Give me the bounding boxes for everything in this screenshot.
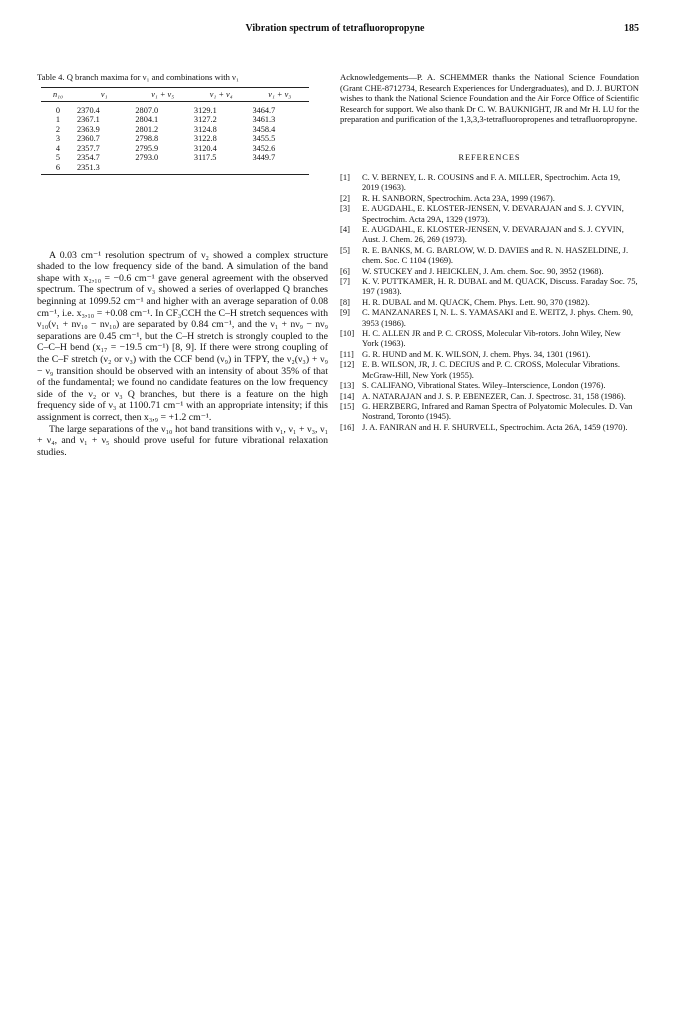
reference-item: [5] R. E. BANKS, M. G. BARLOW, W. D. DAVIES and R. N. HASZELDINE, J. chem. Soc. C 1104 (1969). — [340, 244, 629, 266]
page-number: 185 — [624, 23, 639, 34]
table-row — [41, 144, 309, 154]
table-header-cell: ν₁ + ν₃ — [250, 88, 309, 102]
reference-item: [1] C. V. BERNEY, L. R. COUSINS and F. A. MILLER, Spectrochim. Acta 19, 2019 (1963). — [340, 171, 621, 193]
table-cell: 3117.5 — [193, 153, 217, 163]
table-row — [41, 134, 309, 144]
reference-item: [13] S. CALIFANO, Vibrational States. Wiley–Interscience, London (1976). — [340, 380, 606, 391]
table-cell: 3449.7 — [252, 153, 276, 163]
left-column — [37, 72, 328, 458]
table-cell: 2360.7 — [77, 134, 100, 144]
body-text — [37, 250, 328, 459]
table-cell: 3120.4 — [193, 143, 217, 153]
reference-item: [12] E. B. WILSON, JR, J. C. DECIUS and P. C. CROSS, Molecular Vibrations. McGraw-Hill, New York (1955). — [340, 359, 620, 380]
table-header-cell: ν₁ + ν₄ — [192, 88, 251, 102]
table-cell — [133, 163, 192, 174]
reference-item: [8] H. R. DUBAL and M. QUACK, Chem. Phys. Lett. 90, 370 (1982). — [340, 296, 590, 307]
reference-item: [2] R. H. SANBORN, Spectrochim. Acta 23A, 1999 (1967). — [340, 192, 555, 203]
table-cell: 0 — [55, 105, 61, 115]
table-cell: 3464.7 — [252, 105, 276, 115]
reference-item: [4] E. AUGDAHL, E. KLOSTER-JENSEN, V. DEVARAJAN and S. J. CYVIN, Aust. J. Chem. 26, 269 (1973). — [340, 224, 624, 245]
table-cell: 2807.0 — [135, 105, 159, 115]
table-cell: 2804.1 — [135, 115, 159, 125]
reference-item: [9] C. MANZANARES I, N. L. S. YAMASAKI and E. WEITZ, J. phys. Chem. 90, 3953 (1986). — [340, 307, 634, 328]
table-row — [41, 115, 309, 125]
table-cell: 2351.3 — [75, 163, 133, 174]
table-cell: 3 — [55, 134, 61, 144]
table-row — [41, 106, 309, 116]
right-column — [340, 72, 639, 432]
table-cell: 4 — [55, 143, 61, 153]
table-cell — [250, 163, 309, 174]
reference-item: [16] J. A. FANIRAN and H. F. SHURVELL, Spectrochim. Acta 26A, 1459 (1970). — [340, 421, 628, 432]
table-row — [41, 125, 309, 135]
reference-item: [3] E. AUGDAHL, E. KLOSTER-JENSEN, V. DEVARAJAN and S. J. CYVIN, Spectrochim. Acta 29A, 1329 (1973). — [340, 203, 624, 224]
q-branch-table — [41, 87, 309, 175]
table-header-cell: ν₁ + ν₅ — [133, 88, 192, 102]
table-cell: 2370.4 — [77, 105, 100, 115]
table-cell: 3127.2 — [193, 115, 217, 125]
reference-list — [340, 172, 639, 432]
table-caption: Table 4. Q branch maxima for ν₁ and combinations with ν₁ — [37, 72, 239, 82]
table-cell: 2 — [55, 124, 61, 134]
table-cell: 3124.8 — [193, 124, 217, 134]
table-header-cell: ν₁ — [75, 88, 133, 102]
table-row — [41, 163, 309, 174]
running-head-title: Vibration spectrum of tetrafluoropropyne — [245, 23, 425, 34]
table-cell: 3129.1 — [193, 105, 217, 115]
acknowledgements: Acknowledgements—P. A. SCHEMMER thanks the National Science Foundation (Grant CHE-8712734, Research Experiences for Undergraduates), and D. J. BURTON wishes to thank the National Science Foundation and the Air Force Office of Scientific Research for support. We also thank Dr C. W. BAUKNIGHT, JR and Mr H. LU for the preparation and purification of the 1,3,3,3-tetrafluoropropenes and tetrafluoropropyne. — [340, 72, 640, 125]
table-cell: 5 — [55, 153, 61, 163]
table-cell: 2367.1 — [77, 115, 100, 125]
body-paragraph: The large separations of the ν₁₀ hot band transitions with ν₁, ν₁ + ν₃, ν₁ + ν₄, and ν₁ + ν₅ should prove useful for future vibrational relaxation studies. — [37, 423, 328, 458]
reference-item: [15] G. HERZBERG, Infrared and Raman Spectra of Polyatomic Molecules. D. Van Nostrand, Toronto (1945). — [340, 400, 633, 422]
table-cell: 3122.8 — [193, 134, 217, 144]
table-cell: 2801.2 — [135, 124, 159, 134]
table-cell — [192, 163, 251, 174]
reference-item: [10] H. C. ALLEN JR and P. C. CROSS, Molecular Vib-rotors. John Wiley, New York (1963). — [340, 328, 621, 349]
table-header-cell: n₁₀ — [41, 88, 75, 102]
reference-item: [7] K. V. PUTTKAMER, H. R. DUBAL and M. QUACK, Discuss. Faraday Soc. 75, 197 (1983). — [340, 276, 638, 297]
table-cell: 3452.6 — [252, 143, 276, 153]
reference-item: [6] W. STUCKEY and J. HEICKLEN, J. Am. chem. Soc. 90, 3952 (1968). — [340, 265, 604, 276]
table-cell: 3458.4 — [252, 124, 276, 134]
table-cell: 2793.0 — [135, 153, 159, 163]
table-cell: 1 — [55, 115, 61, 125]
table-header-row — [41, 88, 309, 102]
reference-item: [14] A. NATARAJAN and J. S. P. EBENEZER, Can. J. Spectrosc. 31, 158 (1986). — [340, 390, 626, 401]
table-row — [41, 153, 309, 163]
table-cell: 2795.9 — [135, 143, 159, 153]
table-cell: 3461.3 — [252, 115, 276, 125]
body-paragraph: A 0.03 cm⁻¹ resolution spectrum of ν₂ showed a complex structure shaded to the low frequency side of the band. A simulation of the band shape with x₂,₁₀ = −0.6 cm⁻¹ gave general agreement with the observed spectrum. The spectrum of ν₃ showed a series of overlapped Q branches beginning at 1099.52 cm⁻¹ and higher with an average separation of 0.08 cm⁻¹, i.e. x₃,₁₀ = +0.08 cm⁻¹. In CF₃CCH the C–H stretch sequences with ν₁₀(ν₁ + nν₁₀ − nν₁₀) are separated by 0.84 cm⁻¹, and the ν₁ + nν₉ − nν₉ separations are 0.45 cm⁻¹, but the C–H stretch is strongly coupled to the C–C–H bend (x₁₇ = −19.5 cm⁻¹) [8, 9]. If there were strong coupling of the C–F stretch (ν₂ or ν₃) with the CCF bend (ν₉) in TFPY, the ν₂(ν₃) + ν₉ − ν₉ transition should be observed with an intensity of about 35% of that of the fundamental; we found no candidate features on the low frequency side of the ν₂ or ν₃ Q branches, but there is a feature on the high frequency side of ν₃ at 1100.71 cm⁻¹ with an appropriate intensity; if this assignment is correct, then x₃,₉ = +1.2 cm⁻¹. — [37, 249, 328, 423]
table-cell: 6 — [41, 163, 75, 174]
table-cell: 2357.7 — [77, 143, 100, 153]
table-cell: 2354.7 — [77, 153, 100, 163]
table-cell: 3455.5 — [252, 134, 276, 144]
references-heading: REFERENCES — [458, 152, 521, 162]
running-head — [31, 23, 639, 37]
table-cell: 2363.9 — [77, 124, 100, 134]
table-cell: 2798.8 — [135, 134, 159, 144]
reference-item: [11] G. R. HUND and M. K. WILSON, J. chem. Phys. 34, 1301 (1961). — [340, 348, 591, 359]
